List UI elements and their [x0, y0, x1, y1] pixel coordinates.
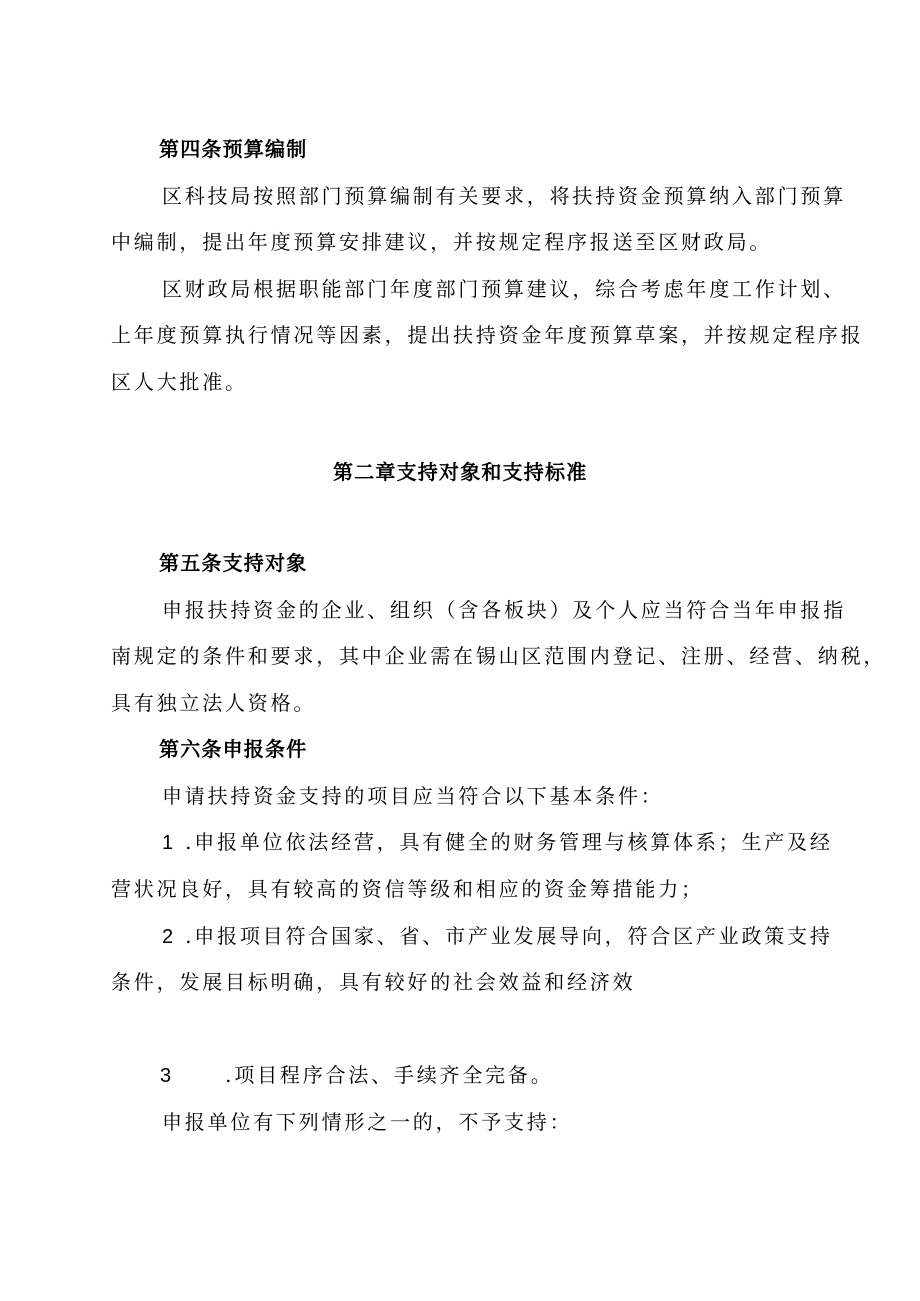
item3-number: 3 — [160, 1065, 174, 1087]
article6-item2-line2: 条件，发展目标明确，具有较好的社会效益和经济效 — [111, 970, 636, 994]
chapter2-title: 第二章支持对象和支持标准 — [333, 460, 588, 484]
item2-number: 2 — [162, 926, 176, 948]
article6-item3 — [160, 1062, 554, 1089]
article6-heading: 第六条申报条件 — [159, 737, 308, 761]
article6-exclusion-intro: 申报单位有下列情形之一的，不予支持： — [162, 1110, 573, 1134]
article5-para-line1: 申报扶持资金的企业、组织（含各板块）及个人应当符合当年申报指 — [162, 598, 846, 622]
article4-para1-line2: 中编制，提出年度预算安排建议，并按规定程序报送至区财政局。 — [111, 230, 773, 254]
article4-para2-line2: 上年度预算执行情况等因素，提出扶持资金年度预算草案，并按规定程序报 — [111, 323, 864, 347]
article6-intro: 申请扶持资金支持的项目应当符合以下基本条件： — [162, 784, 664, 808]
item2-text: .申报项目符合国家、省、市产业发展导向，符合区产业政策支持 — [185, 924, 833, 948]
article4-para1-line1: 区科技局按照部门预算编制有关要求，将扶持资金预算纳入部门预算 — [162, 184, 846, 208]
item1-number: 1 — [162, 832, 176, 854]
article4-para2-line3: 区人大批准。 — [111, 370, 248, 394]
article5-para-line3: 具有独立法人资格。 — [111, 691, 317, 715]
article6-item2-line1 — [162, 923, 833, 950]
article6-item1-line2: 营状况良好，具有较高的资信等级和相应的资金筹措能力； — [111, 877, 704, 901]
article5-heading: 第五条支持对象 — [159, 551, 308, 575]
article4-para2-line1: 区财政局根据职能部门年度部门预算建议，综合考虑年度工作计划、 — [162, 277, 846, 301]
article6-item1-line1 — [162, 829, 833, 856]
article4-heading: 第四条预算编制 — [159, 137, 308, 161]
item3-text: .项目程序合法、手续齐全完备。 — [225, 1063, 554, 1087]
article5-para-line2: 南规定的条件和要求，其中企业需在锡山区范围内登记、注册、经营、纳税， — [111, 644, 887, 668]
item1-text: .申报单位依法经营，具有健全的财务管理与核算体系；生产及经 — [185, 830, 833, 854]
